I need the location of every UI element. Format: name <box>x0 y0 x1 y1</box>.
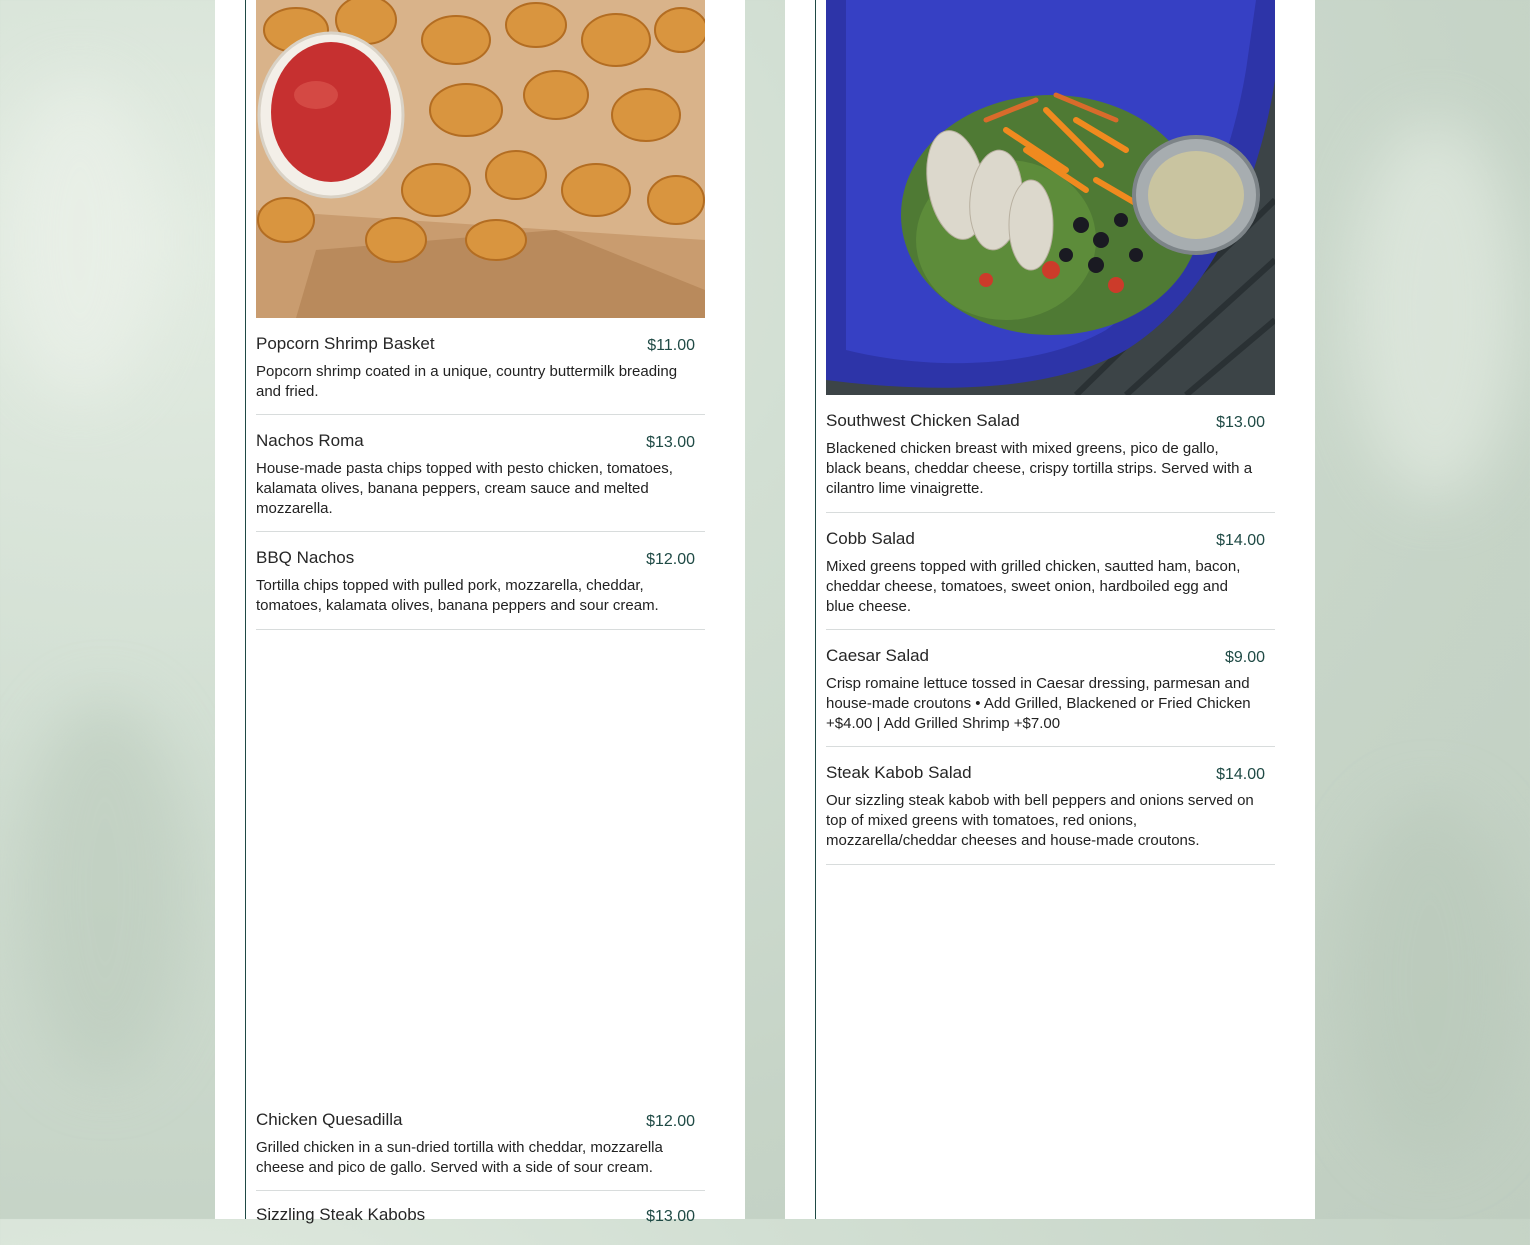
southwest-salad-photo <box>826 0 1275 395</box>
item-name: Sizzling Steak Kabobs <box>256 1205 426 1224</box>
menu-item-caesar-salad[interactable] <box>826 646 1275 747</box>
item-description: Grilled chicken in a sun-dried tortilla with cheddar, mozzarella cheese and pico de gallo. Served with a side of sour cream. <box>256 1139 663 1176</box>
item-description: Popcorn shrimp coated in a unique, country buttermilk breading and fried. <box>256 363 678 400</box>
item-price: $14.00 <box>1216 766 1265 783</box>
item-description: Blackened chicken breast with mixed greens, pico de gallo, black beans, cheddar cheese, crispy tortilla strips. Served with a cilantro lime vinaigrette. <box>826 440 1253 497</box>
background-blob <box>1350 120 1520 500</box>
item-description: Our sizzling steak kabob with bell peppers and onions served on top of mixed greens with tomatoes, red onions, mozzarella/cheddar cheeses and house-made croutons. <box>826 792 1254 849</box>
item-price: $11.00 <box>647 337 695 354</box>
panel-border-line <box>815 0 816 1219</box>
item-name: BBQ Nachos <box>256 548 355 567</box>
menu-item-bbq-nachos[interactable] <box>256 548 705 630</box>
menu-item-cobb-salad[interactable] <box>826 529 1275 630</box>
menu-item-chicken-quesadilla[interactable] <box>256 1110 705 1191</box>
item-price: $13.00 <box>1216 414 1265 431</box>
background-blob <box>20 700 190 1080</box>
item-description: Mixed greens topped with grilled chicken, sautted ham, bacon, cheddar cheese, tomatoes, sweet onion, hardboiled egg and blue cheese. <box>826 558 1241 615</box>
popcorn-shrimp-image <box>256 0 705 318</box>
menu-column-left <box>256 0 705 1225</box>
item-price: $12.00 <box>646 1113 695 1130</box>
background-blob <box>0 80 160 400</box>
item-name: Chicken Quesadilla <box>256 1110 403 1129</box>
item-description: House-made pasta chips topped with pesto chicken, tomatoes, kalamata olives, banana peppers, cream sauce and melted mozzarella. <box>256 460 673 517</box>
item-name: Nachos Roma <box>256 431 364 450</box>
panel-border-line <box>245 0 246 1219</box>
item-name: Popcorn Shrimp Basket <box>256 334 435 353</box>
menu-item-nachos-roma[interactable] <box>256 431 705 532</box>
menu-panel-left <box>215 0 745 1225</box>
menu-panel-right <box>785 0 1315 1219</box>
item-price: $13.00 <box>646 434 695 451</box>
menu-item-steak-kabob-salad[interactable] <box>826 763 1275 865</box>
menu-item-popcorn-shrimp-basket[interactable] <box>256 334 705 415</box>
menu-item-southwest-chicken-salad[interactable] <box>826 411 1275 513</box>
item-price: $9.00 <box>1224 649 1265 666</box>
item-name: Southwest Chicken Salad <box>826 411 1020 430</box>
background-blob <box>1340 800 1520 1160</box>
item-price: $12.00 <box>646 551 695 568</box>
item-name: Steak Kabob Salad <box>826 763 972 782</box>
southwest-salad-image <box>826 0 1275 395</box>
item-price: $14.00 <box>1216 532 1265 549</box>
popcorn-shrimp-photo <box>256 0 705 318</box>
item-description: Crisp romaine lettuce tossed in Caesar dressing, parmesan and house-made croutons • Add Grilled, Blackened or Fried Chicken +$4.00 | Add Grilled Shrimp +$7.00 <box>826 675 1251 732</box>
item-name: Caesar Salad <box>826 646 930 665</box>
menu-column-right <box>826 0 1275 849</box>
item-description: Tortilla chips topped with pulled pork, mozzarella, cheddar, tomatoes, kalamata olives, banana peppers and sour cream. <box>256 577 659 614</box>
item-price: $13.00 <box>646 1208 695 1225</box>
menu-item-sizzling-steak-kabobs[interactable] <box>256 1205 705 1245</box>
item-name: Cobb Salad <box>826 529 915 548</box>
